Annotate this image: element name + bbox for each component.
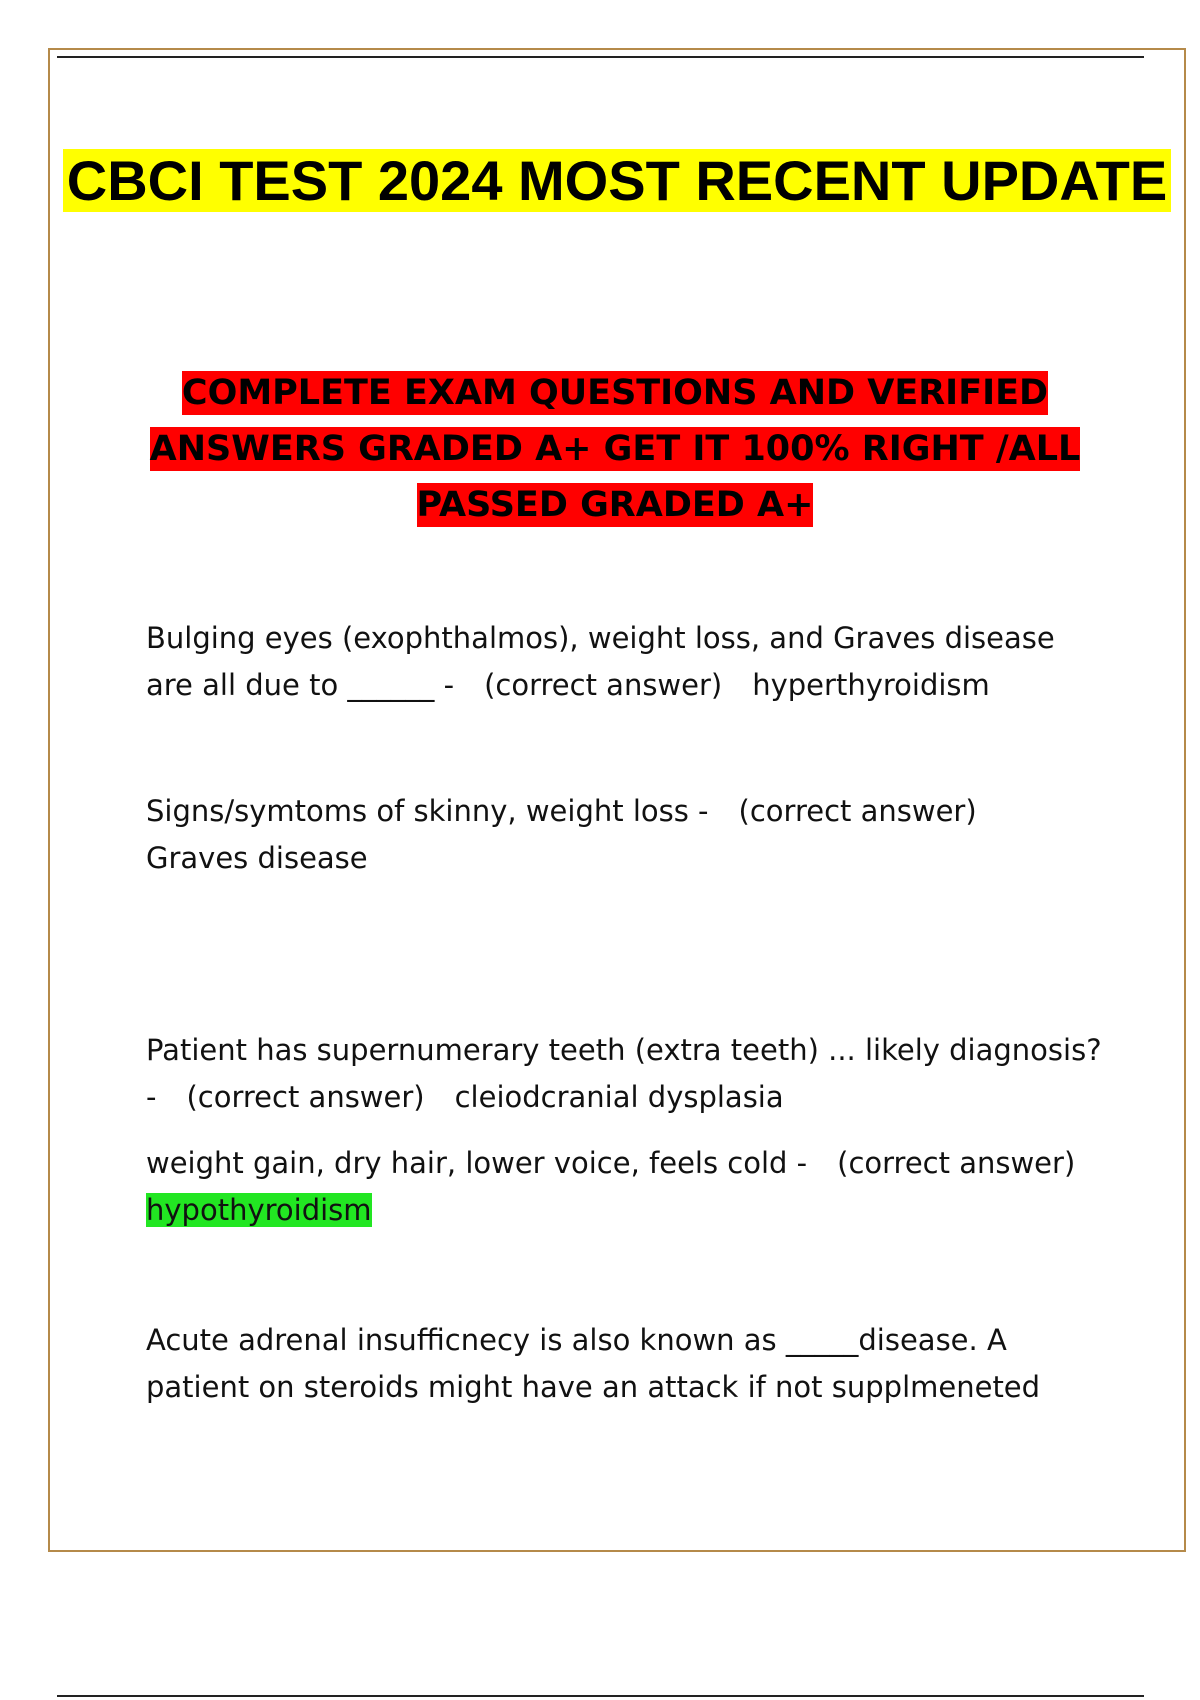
qa-item: [146, 1317, 1106, 1411]
qa-item: [146, 788, 1106, 882]
qa-question: Bulging eyes (exophthalmos), weight loss, and Graves disease are all due to ______ -: [146, 621, 1055, 702]
qa-marker: (correct answer): [186, 1080, 425, 1114]
qa-marker: (correct answer): [738, 794, 977, 828]
qa-answer: hyperthyroidism: [752, 668, 990, 702]
bottom-rule: [57, 1695, 1144, 1697]
qa-item: [146, 1027, 1106, 1121]
top-rule: [57, 56, 1144, 58]
qa-question: Acute adrenal insufficnecy is also known as _____disease. A patient on steroids might have an attack if not supplmeneted: [146, 1323, 1041, 1404]
qa-marker: (correct answer): [837, 1146, 1076, 1180]
subtitle-block: [120, 365, 1110, 533]
document-subtitle-text: COMPLETE EXAM QUESTIONS AND VERIFIED ANSWERS GRADED A+ GET IT 100% RIGHT /ALL PASSED GRADED A+: [149, 373, 1081, 525]
qa-marker: (correct answer): [484, 668, 723, 702]
document-title: [48, 148, 1186, 214]
qa-question: Patient has supernumerary teeth (extra teeth) ... likely diagnosis? -: [146, 1033, 1102, 1114]
qa-answer: cleiodcranial dysplasia: [454, 1080, 784, 1114]
qa-answer: Graves disease: [146, 841, 368, 875]
qa-item: [146, 615, 1106, 709]
document-subtitle: [120, 365, 1110, 533]
title-block: [48, 148, 1186, 214]
qa-question: Signs/symtoms of skinny, weight loss -: [146, 794, 709, 828]
qa-answer-highlighted: hypothyroidism: [146, 1193, 372, 1227]
qa-question: weight gain, dry hair, lower voice, feels cold -: [146, 1146, 808, 1180]
qa-item: [146, 1140, 1106, 1234]
document-title-text: CBCI TEST 2024 MOST RECENT UPDATE: [63, 149, 1171, 212]
